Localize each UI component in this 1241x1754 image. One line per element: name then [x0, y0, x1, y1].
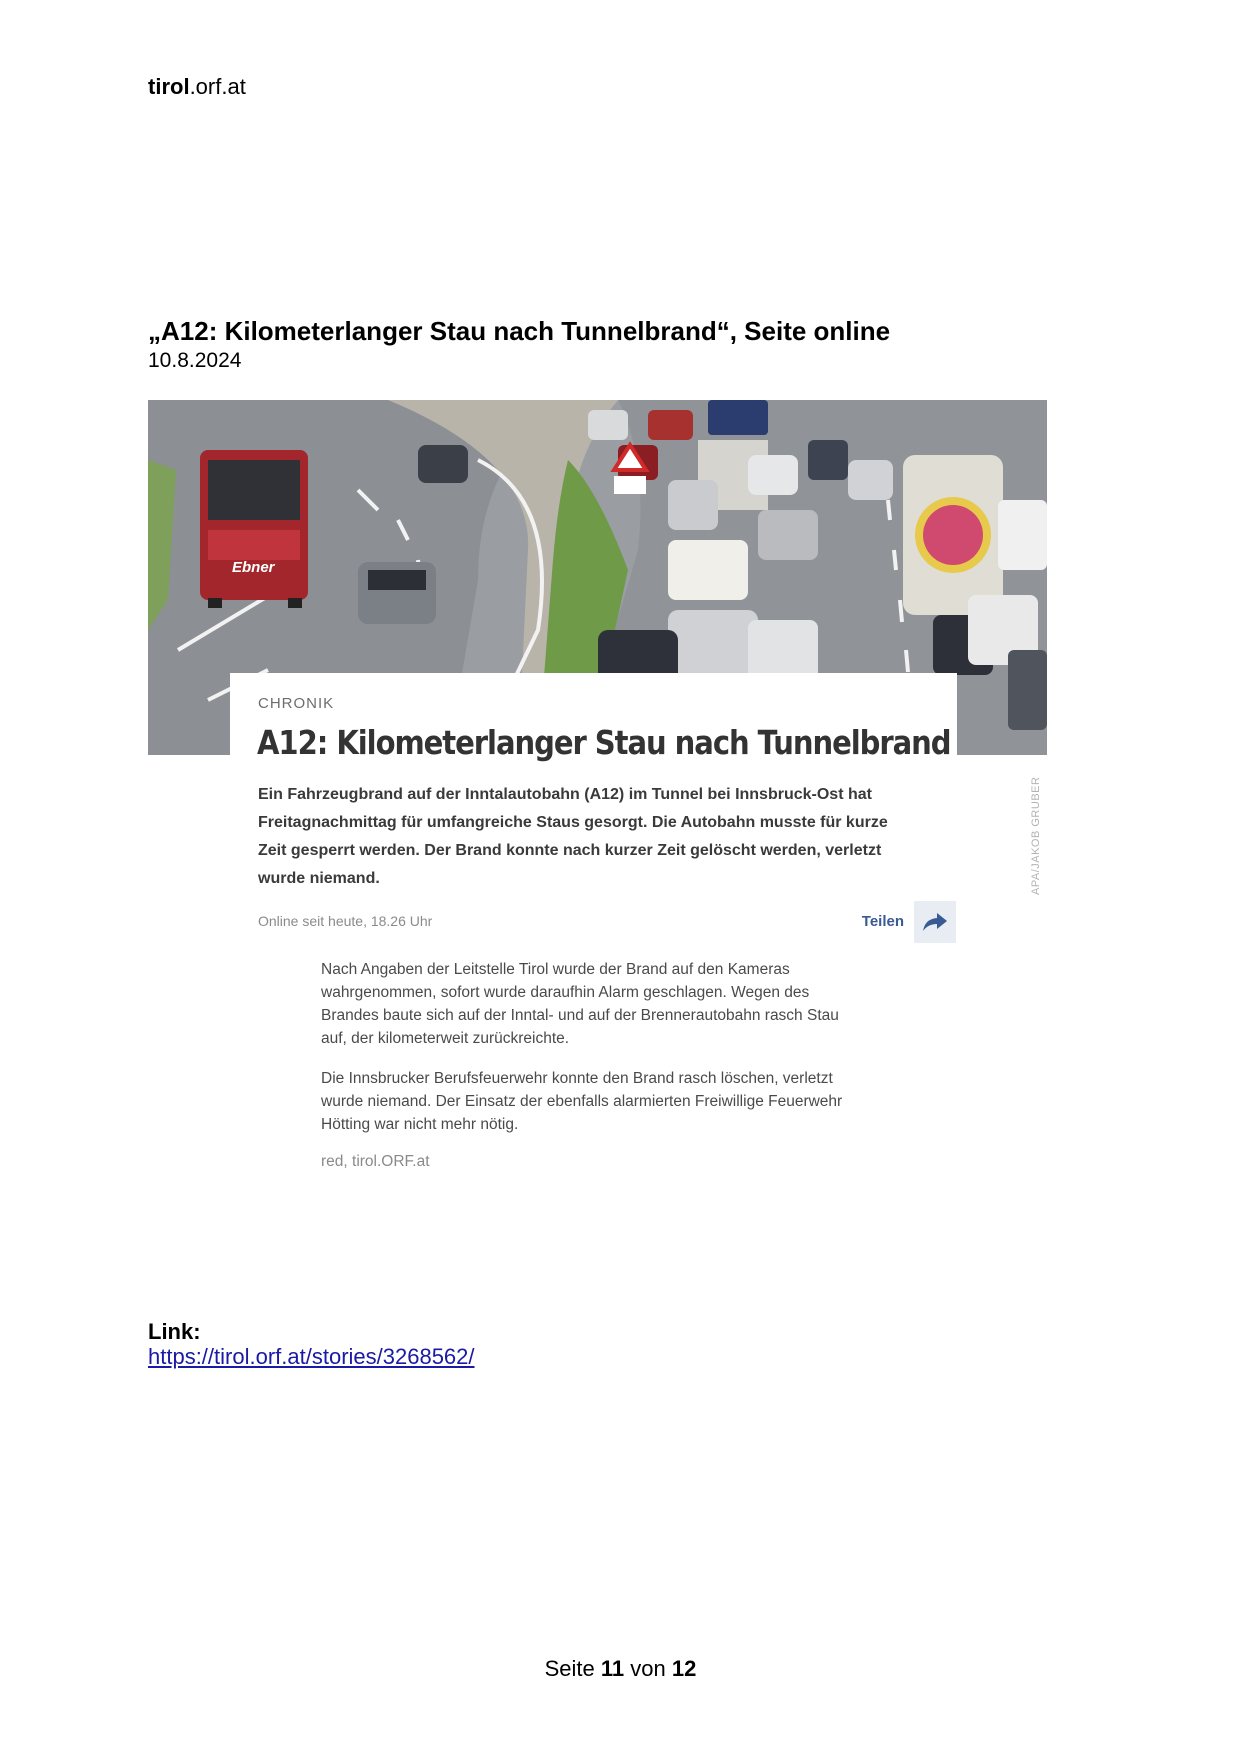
share-button[interactable] — [914, 901, 956, 943]
article-header-card — [230, 673, 957, 938]
document-title: „A12: Kilometerlanger Stau nach Tunnelbrand“, Seite online — [148, 316, 891, 346]
bus-sign: Ebner — [232, 559, 275, 576]
article-byline: red, tirol.ORF.at — [321, 1153, 430, 1170]
page-number: Seite 11 von 12 — [544, 1656, 697, 1681]
article-paragraph: Nach Angaben der Leitstelle Tirol wurde der Brand auf den Kameras wahrgenommen, sofort wurde daraufhin Alarm geschlagen. Wegen des Brandes baute sich auf der Inntal- und auf der Brennerautobahn rasch Stau auf, der kilometerweit zurückreichte. — [321, 961, 839, 1047]
document-date: 10.8.2024 — [148, 349, 242, 372]
online-since-timestamp: Online seit heute, 18.26 Uhr — [258, 913, 433, 929]
article-paragraph: Die Innsbrucker Berufsfeuerwehr konnte den Brand rasch löschen, verletzt wurde niemand. Der Einsatz der ebenfalls alarmierten Freiwillige Feuerwehr Hötting war nicht mehr nötig. — [321, 1070, 843, 1133]
share-label[interactable]: Teilen — [861, 913, 904, 930]
source-link[interactable]: https://tirol.orf.at/stories/3268562/ — [148, 1344, 475, 1369]
share-arrow-icon — [922, 912, 948, 932]
photo-credit: APA/JAKOB GRUBER — [1030, 776, 1042, 895]
site-brand: tirol.orf.at — [148, 74, 246, 99]
article-lead: Ein Fahrzeugbrand auf der Inntalautobahn (A12) im Tunnel bei Innsbruck-Ost hat Freitagnachmittag für umfangreiche Staus gesorgt. Die Autobahn musste für kurze Zeit gesperrt werden. Der Brand konnte nach kurzer Zeit gelöscht werden, verletzt wurde niemand. — [258, 786, 888, 887]
article-headline: A12: Kilometerlanger Stau nach Tunnelbrand — [257, 723, 951, 762]
section-label[interactable]: CHRONIK — [258, 695, 335, 712]
link-label: Link: — [148, 1319, 201, 1344]
